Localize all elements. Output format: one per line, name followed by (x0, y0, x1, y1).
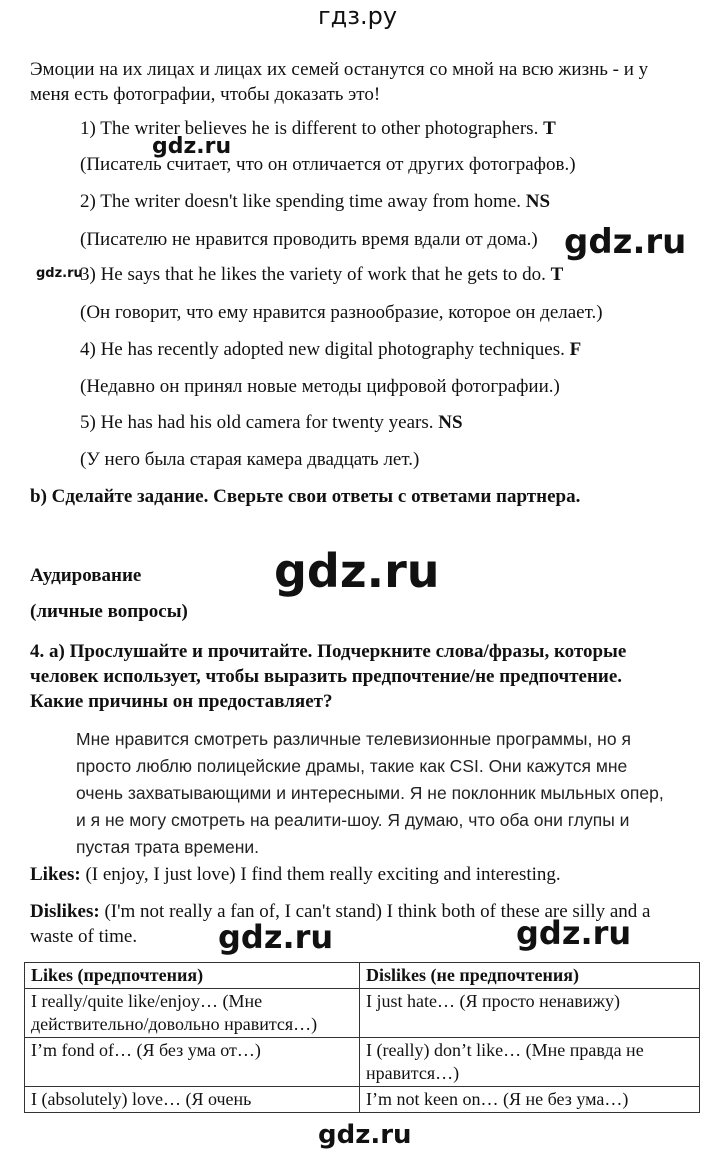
table-cell: I just hate… (Я просто ненавижу) (360, 989, 700, 1038)
header-watermark: гдз.ру (318, 2, 398, 30)
statement-3 (80, 263, 563, 287)
statement-text: 5) He has had his old camera for twenty years. (80, 412, 434, 433)
task-4-line-1: 4. a) Прослушайте и прочитайте. Подчеркните слова/фразы, которые (30, 641, 627, 662)
watermark-big: gdz.ru (516, 914, 632, 952)
table-cell: I (really) don’t like… (Мне правда не нравится…) (360, 1038, 700, 1087)
table-cell: I (absolutely) love… (Я очень (25, 1087, 360, 1113)
likes-text: (I enjoy, I just love) I find them really exciting and interesting. (80, 864, 561, 885)
task-b: b) Сделайте задание. Сверьте свои ответы с ответами партнера. (30, 486, 581, 507)
translation-1: (Писатель считает, что он отличается от других фотографов.) (80, 154, 576, 175)
statement-5 (80, 411, 463, 435)
statement-text: 3) He says that he likes the variety of work that he gets to do. (80, 264, 546, 285)
statement-text: 4) He has recently adopted new digital photography techniques. (80, 339, 565, 360)
translation-2: (Писателю не нравится проводить время вдали от дома.) (80, 229, 538, 250)
passage-line: и я не могу смотреть на реалити-шоу. Я думаю, что оба они глупы и (76, 810, 630, 830)
passage-line: пустая трата времени. (76, 837, 260, 857)
watermark-big: gdz.ru (218, 918, 334, 956)
dislikes-text: (I'm not really a fan of, I can't stand) I think both of these are silly and a (99, 901, 651, 922)
passage-line: просто люблю полицейские драмы, такие как CSI. Они кажутся мне (76, 756, 628, 776)
likes-label: Likes: (30, 864, 81, 885)
intro-line-2: меня есть фотографии, чтобы доказать это! (30, 84, 381, 105)
statement-text: 2) The writer doesn't like spending time away from home. (80, 191, 522, 212)
dislikes-line-2: waste of time. (30, 926, 138, 947)
section-title: Аудирование (30, 565, 142, 586)
table-row (25, 989, 700, 1038)
task-4-line-3: Какие причины он предоставляет? (30, 691, 333, 712)
table-row (25, 1038, 700, 1087)
table-row (25, 1087, 700, 1113)
intro-line-1: Эмоции на их лицах и лицах их семей останутся со мной на всю жизнь - и у (30, 59, 649, 80)
table-cell: I really/quite like/enjoy… (Мне действительно/довольно нравится…) (25, 989, 360, 1038)
column-header-dislikes: Dislikes (не предпочтения) (360, 963, 700, 989)
table-header-row (25, 963, 700, 989)
answer-mark: T (550, 264, 564, 285)
task-4-line-2: человек использует, чтобы выразить предпочтение/не предпочтение. (30, 666, 623, 687)
translation-4: (Недавно он принял новые методы цифровой фотографии.) (80, 376, 560, 397)
watermark-huge: gdz.ru (274, 544, 440, 598)
passage-line: очень захватывающими и интересными. Я не поклонник мыльных опер, (76, 783, 664, 803)
answer-mark: F (569, 339, 582, 360)
section-subtitle: (личные вопросы) (30, 601, 188, 622)
passage-line: Мне нравится смотреть различные телевизионные программы, но я (76, 729, 631, 749)
translation-3: (Он говорит, что ему нравится разнообразие, которое он делает.) (80, 302, 603, 323)
column-header-likes: Likes (предпочтения) (25, 963, 360, 989)
statement-2 (80, 190, 550, 214)
dislikes-label: Dislikes: (30, 901, 100, 922)
watermark-big: gdz.ru (564, 222, 687, 262)
preferences-table (24, 962, 700, 1113)
likes-line (30, 863, 561, 887)
table-cell: I’m fond of… (Я без ума от…) (25, 1038, 360, 1087)
answer-mark: NS (525, 191, 551, 212)
statement-4 (80, 338, 581, 362)
watermark-small: gdz.ru (152, 134, 232, 159)
watermark-tiny: gdz.ru (36, 266, 83, 281)
table-cell: I’m not keen on… (Я не без ума…) (360, 1087, 700, 1113)
footer-watermark: gdz.ru (318, 1120, 412, 1150)
answer-mark: T (543, 118, 556, 139)
answer-mark: NS (438, 412, 463, 433)
statement-text: 1) The writer believes he is different to other photographers. (80, 118, 539, 139)
translation-5: (У него была старая камера двадцать лет.) (80, 449, 420, 470)
